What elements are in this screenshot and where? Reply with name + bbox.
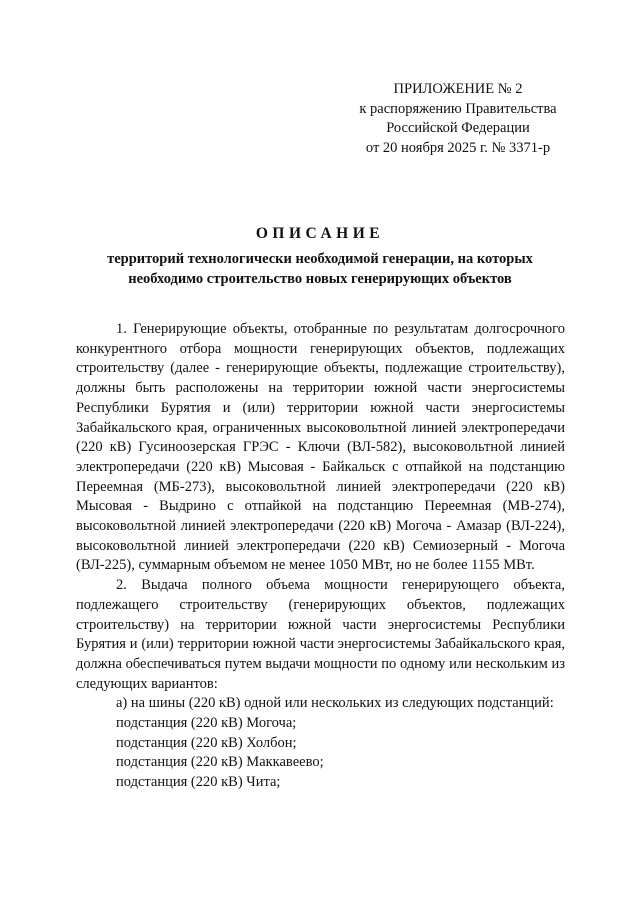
appendix-authority: Российской Федерации [386,120,530,137]
appendix-reference: к распоряжению Правительства [359,100,557,117]
appendix-date-number: от 20 ноября 2025 г. № 3371-р [365,140,551,157]
paragraph-2a: а) на шины (220 кВ) одной или нескольких из следующих подстанций: [116,695,554,712]
substation-item: подстанция (220 кВ) Холбон; [116,734,297,751]
paragraph-1: 1. Генерирующие объекты, отобранные по результатам долгосрочного конкурентного отбора мощности генерирующих объектов, подлежащих строительству (далее - генерирующие объекты, подлежащие строительству), должны быть расположены на территории южной части энергосистемы Республики Бурятия и (или) территории южной части энергосистемы Забайкальского края, ограниченных высоковольтной линией электропередачи (220 кВ) Гусиноозерская ГРЭС - Ключи (ВЛ-582), высоковольтной линией электропередачи (220 кВ) Мысовая - Байкальск с отпайкой на подстанцию Переемная (МБ-273), высоковольтной линией электропередачи (220 кВ) Мысовая - Выдрино с отпайкой на подстанцию Переемная (МВ-274), высоковольтной линией электропередачи (220 кВ) Могоча - Амазар (ВЛ-224), высоковольтной линией электропередачи (220 кВ) Семиозерный - Могоча (ВЛ-225), суммарным объемом не менее 1050 МВт, но не более 1155 МВт. [76,321,565,574]
appendix-number: ПРИЛОЖЕНИЕ № 2 [393,81,523,97]
document-title: ОПИСАНИЕ [255,225,385,242]
paragraph-2: 2. Выдача полного объема мощности генерирующего объекта, подлежащего строительству (генерирующих объектов, подлежащих строительству) на территории южной части энергосистемы Республики Бурятия и (или) территории южной части энергосистемы Забайкальского края, должна обеспечиваться путем выдачи мощности по одному или нескольким из следующих вариантов: [76,577,565,692]
subtitle-line-1: территорий технологически необходимой генерации, на которых [107,251,533,267]
appendix-header [340,80,576,159]
substation-item: подстанция (220 кВ) Маккавеево; [116,754,324,771]
substation-item: подстанция (220 кВ) Чита; [116,774,281,791]
substation-item: подстанция (220 кВ) Могоча; [116,715,297,732]
document-body [76,320,565,793]
subtitle-line-2: необходимо строительство новых генерирующих объектов [128,270,512,287]
document-subtitle [60,250,580,289]
